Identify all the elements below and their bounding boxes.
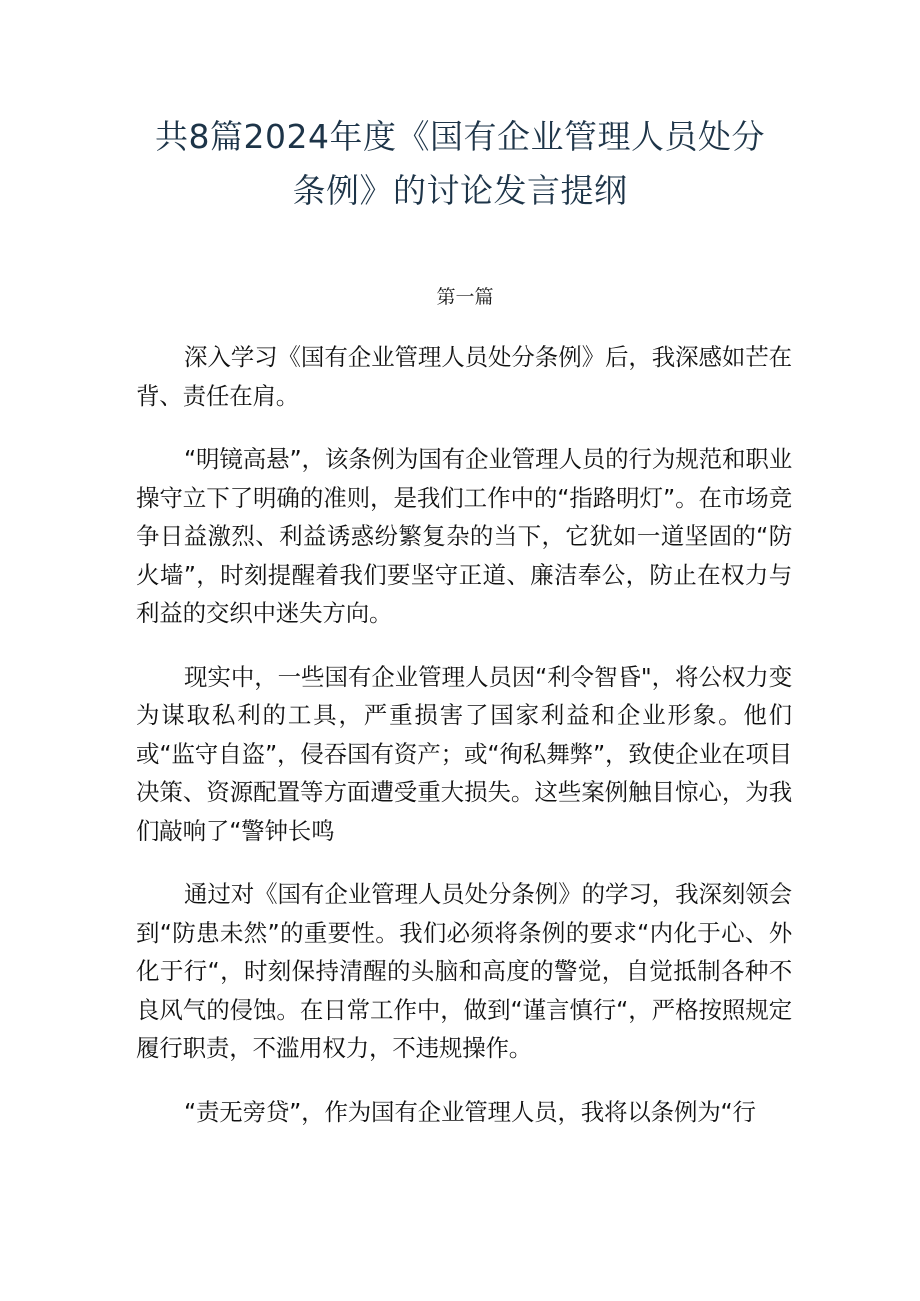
paragraph: “责无旁贷”，作为国有企业管理人员，我将以条例为“行 — [184, 1097, 756, 1126]
paragraph: 现实中，一些国有企业管理人员因“利令智昏"，将公权力变为谋取私利的工具，严重损害了国家利益和企业形象。他们或“监守自盗”，侵吞国有资产；或“徇私舞弊”，致使企业在项目决策、资源配置等方面遭受重大损失。这些案例触目惊心，为我们敲响了“警钟长鸣 — [136, 662, 792, 845]
title-line-1: 共8篇2024年度《国有企业管理人员处分 — [155, 117, 765, 156]
paragraph: “明镜高悬”，该条例为国有企业管理人员的行为规范和职业操守立下了明确的准则，是我们工作中的“指路明灯”。在市场竞争日益激烈、利益诱惑纷繁复杂的当下，它犹如一道坚固的“防火墙”，时刻提醒着我们要坚守正道、廉洁奉公，防止在权力与利益的交织中迷失方向。 — [136, 445, 792, 627]
paragraph: 深入学习《国有企业管理人员处分条例》后，我深感如芒在背、责任在肩。 — [136, 343, 792, 410]
document-body — [136, 338, 792, 1156]
document-title — [0, 110, 920, 218]
title-line-2: 条例》的讨论发言提纲 — [292, 171, 628, 210]
paragraph: 通过对《国有企业管理人员处分条例》的学习，我深刻领会到“防患未然”的重要性。我们必须将条例的要求“内化于心、外化于行“，时刻保持清醒的头脑和高度的警觉，自觉抵制各种不良风气的侵蚀。在日常工作中，做到“谨言慎行“，严格按照规定履行职责，不滥用权力，不违规操作。 — [136, 880, 792, 1062]
section-heading: 第一篇 — [436, 286, 494, 308]
